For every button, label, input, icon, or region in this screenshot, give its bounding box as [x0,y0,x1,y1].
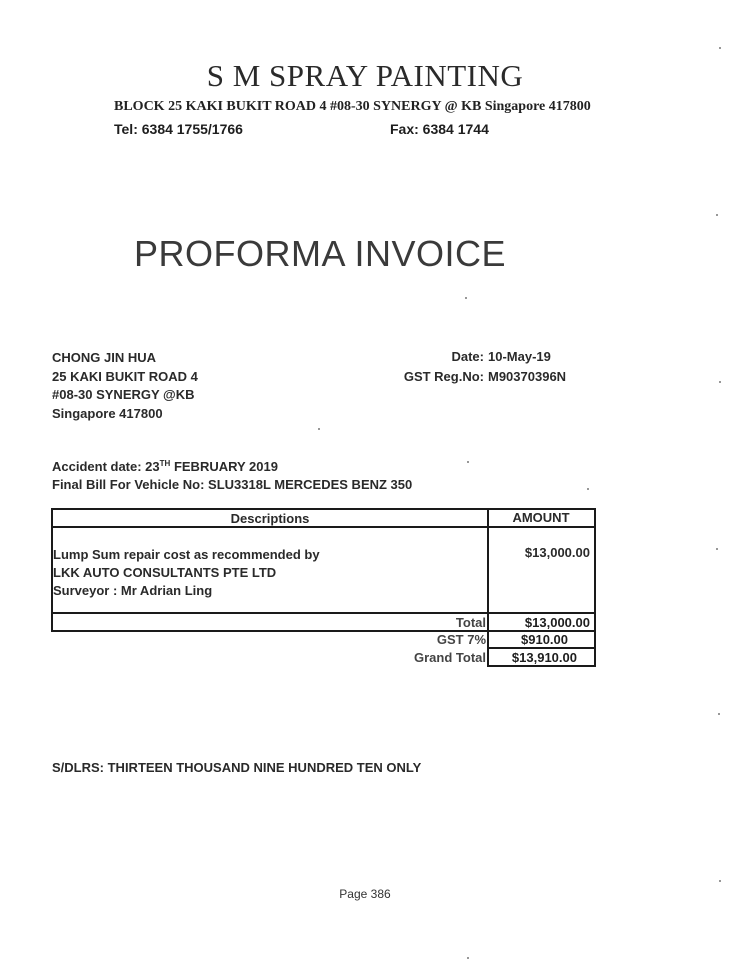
total-value: $13,000.00 [524,615,590,630]
scan-speck [467,461,469,463]
vehicle-line: Final Bill For Vehicle No: SLU3318L MERCEDES BENZ 350 [52,477,413,492]
accident-date-prefix: Accident date: 23 [52,459,160,474]
bill-to-block [52,349,198,423]
company-name: S M SPRAY PAINTING [206,58,524,93]
gst-reg-label: GST Reg.No: [403,369,484,384]
scan-speck [716,214,718,216]
scan-speck [318,428,320,430]
total-label: Total [455,615,486,630]
scan-speck [718,713,720,715]
scan-speck [719,880,721,882]
bill-to-address-line3: Singapore 417800 [52,405,163,421]
date-label: Date: [451,349,484,364]
description-line: Surveyor : Mr Adrian Ling [53,583,213,598]
grand-total-value: $13,910.00 [511,650,577,665]
bill-to-address-line1: 25 KAKI BUKIT ROAD 4 [52,368,198,384]
table-border-right [594,508,596,666]
company-address: BLOCK 25 KAKI BUKIT ROAD 4 #08-30 SYNERGY @ KB Singapore 417800 [114,99,591,114]
scan-speck [587,488,589,490]
company-fax: Fax: 6384 1744 [390,121,489,137]
table-body-divider [51,612,596,614]
table-row-description [53,546,320,600]
scan-speck [719,381,721,383]
gst-reg-value: M90370396N [488,369,567,384]
table-column-divider [487,508,489,666]
header-descriptions: Descriptions [230,511,310,526]
accident-date-superscript: TH [159,459,171,468]
summary-line-gst [487,647,596,649]
bill-to-address-line2: #08-30 SYNERGY @KB [52,387,195,402]
gst-label: GST 7% [436,632,486,647]
page-number: Page 386 [339,887,391,901]
description-line: Lump Sum repair cost as recommended by [53,547,320,562]
company-tel: Tel: 6384 1755/1766 [114,121,243,137]
grand-total-label: Grand Total [414,650,486,665]
scan-speck [465,297,467,299]
bill-to-name: CHONG JIN HUA [52,350,157,365]
accident-date-suffix: FEBRUARY 2019 [170,459,278,474]
scan-speck [467,957,469,959]
amount-in-words: S/DLRS: THIRTEEN THOUSAND NINE HUNDRED TEN ONLY [52,760,422,775]
summary-line-grand [487,665,596,667]
gst-value: $910.00 [521,632,568,647]
header-amount: AMOUNT [512,510,570,525]
table-row-amount: $13,000.00 [524,545,590,560]
table-header-divider [51,526,596,528]
accident-date [52,459,278,474]
scan-speck [716,548,718,550]
description-line: LKK AUTO CONSULTANTS PTE LTD [53,565,277,580]
date-value: 10-May-19 [488,349,551,364]
scan-speck [719,47,721,49]
document-title: PROFORMA INVOICE [134,233,507,274]
